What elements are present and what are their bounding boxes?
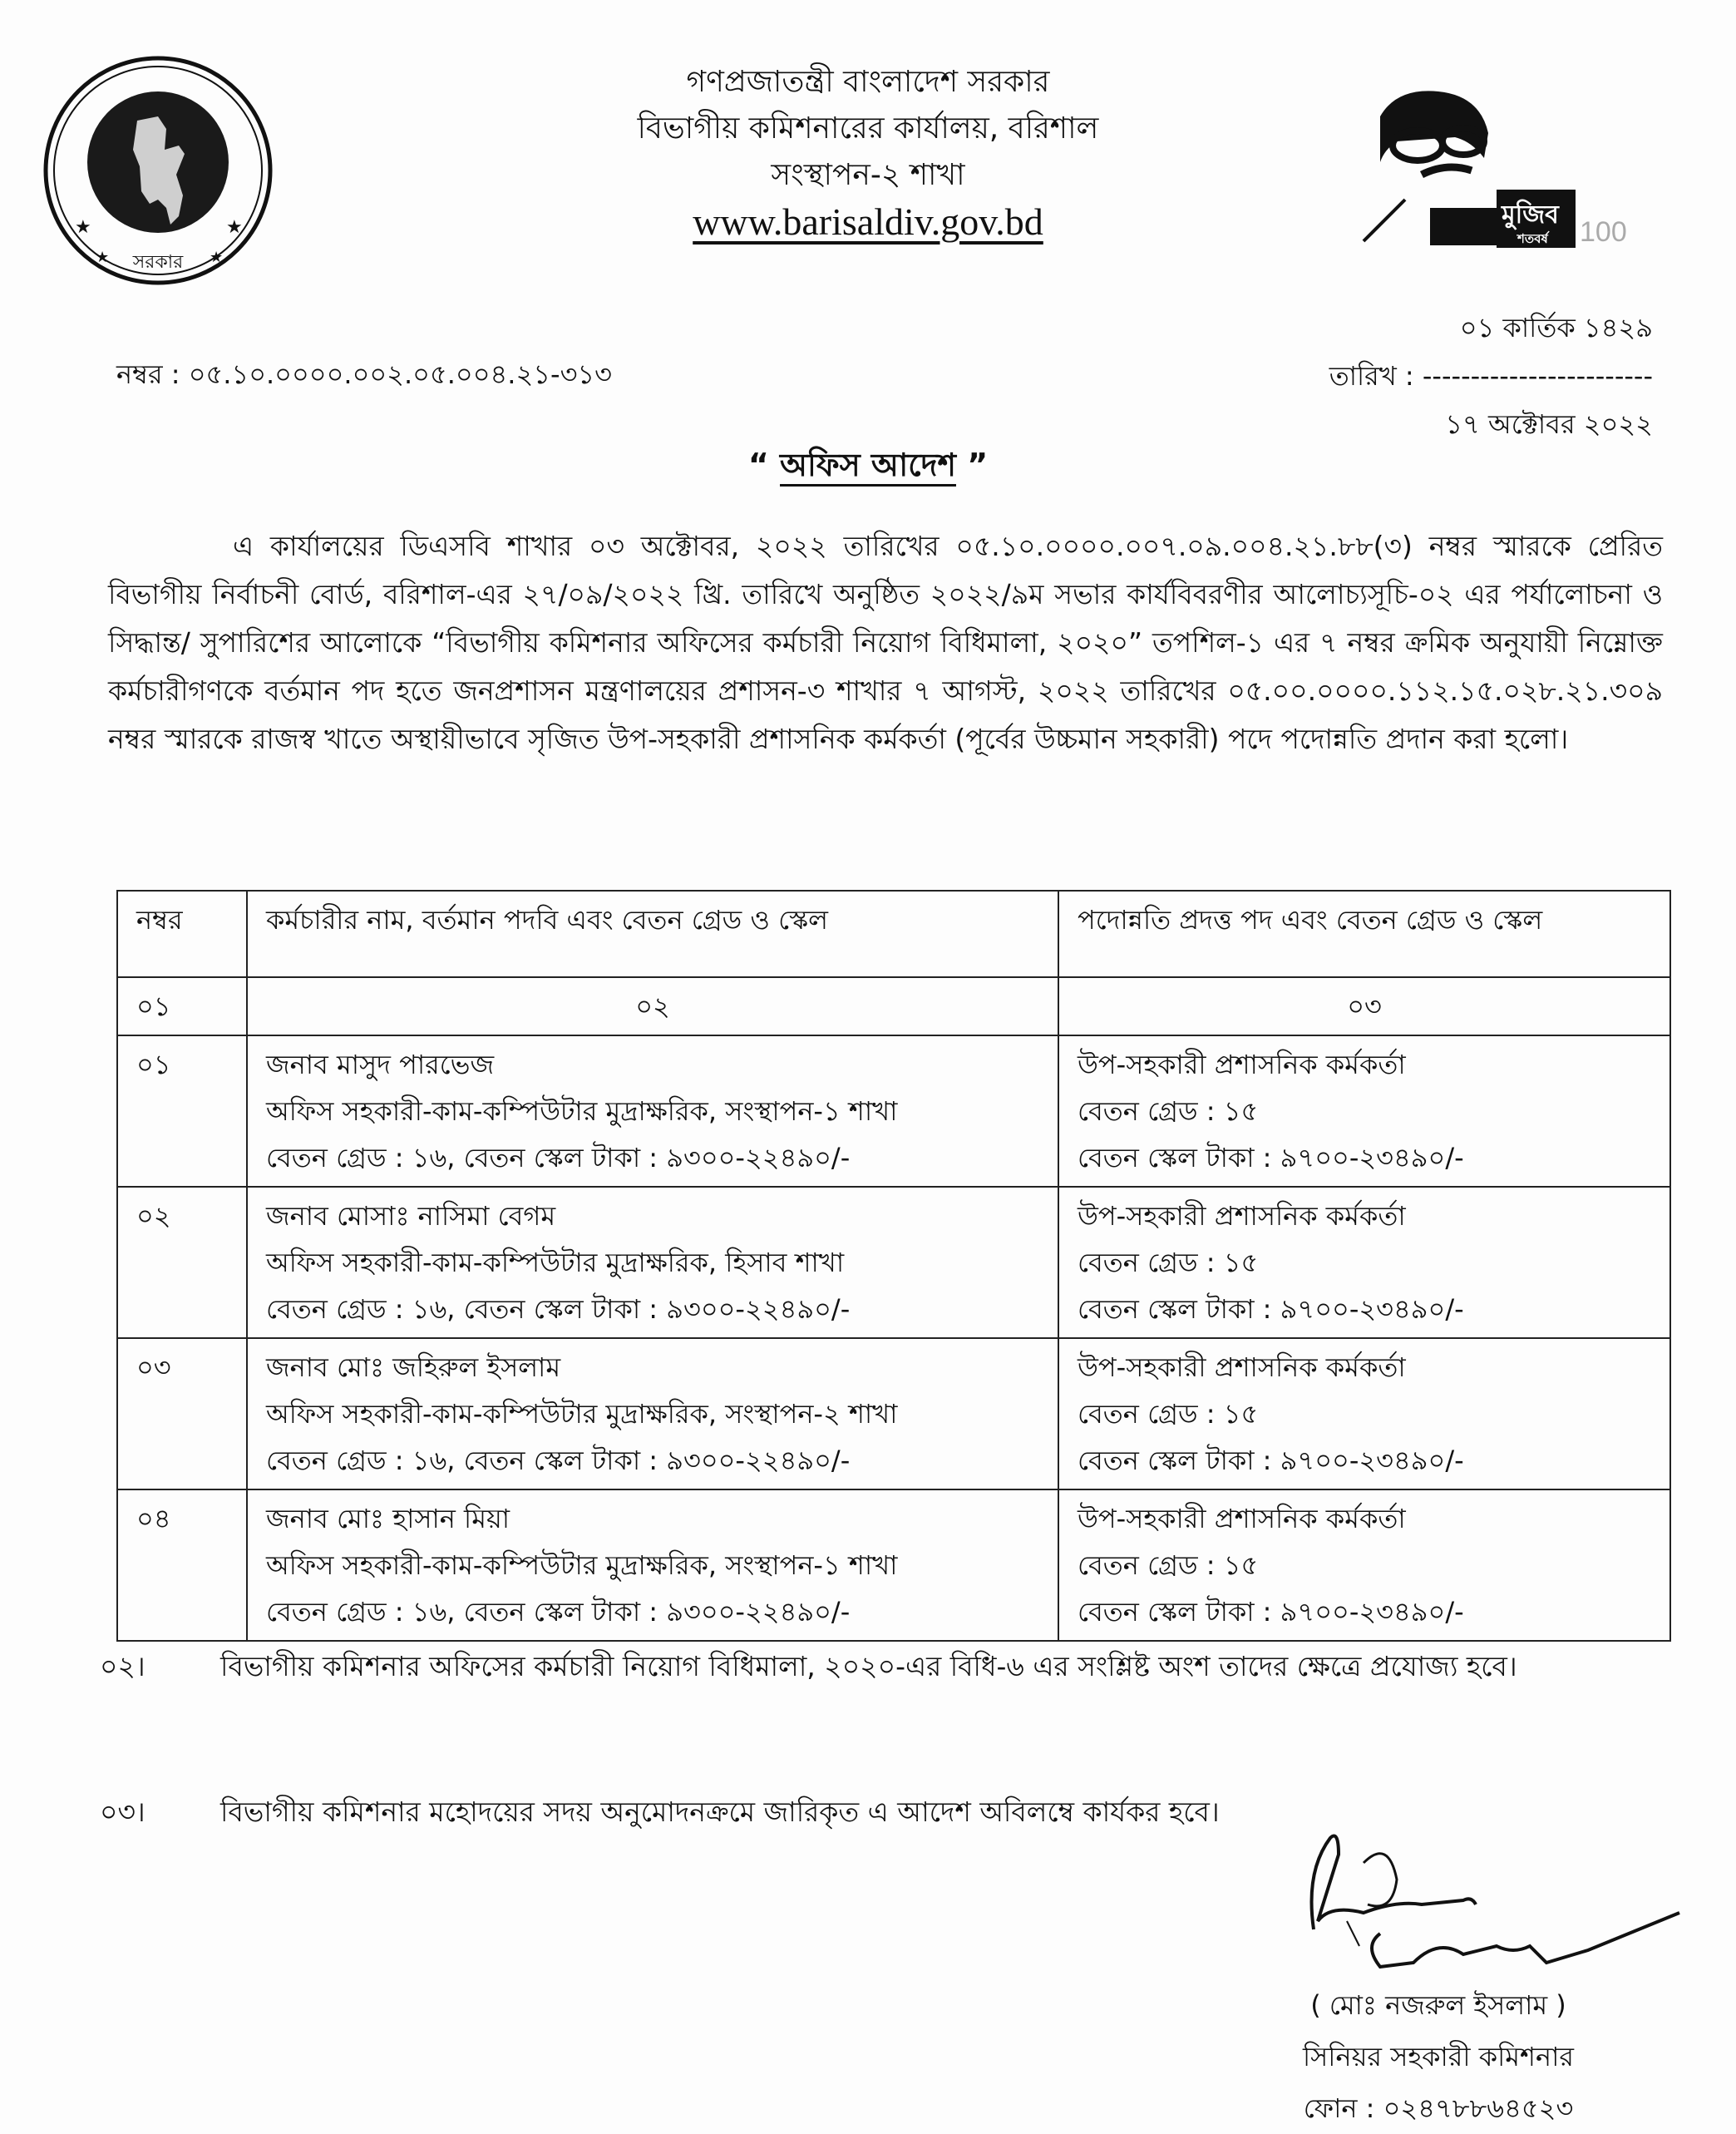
new-post: উপ-সহকারী প্রশাসনিক কর্মকর্তা: [1078, 1200, 1406, 1232]
new-grade: বেতন গ্রেড : ১৫: [1078, 1095, 1259, 1127]
new-grade: বেতন গ্রেড : ১৫: [1078, 1398, 1259, 1430]
body-paragraph: এ কার্যালয়ের ডিএসবি শাখার ০৩ অক্টোবর, ২০২২ তারিখের ০৫.১০.০০০০.০০৭.০৯.০০৪.২১.৮৮(৩) নম্বর স্মারকে প্রেরিত বিভাগীয় নির্বাচনী বোর্ড, বরিশাল-এর ২৭/০৯/২০২২ খ্রি. তারিখে অনুষ্ঠিত ২০২২/৯ম সভার কার্যবিবরণীর আলোচ্যসূচি-০২ এর পর্যালোচনা ও সিদ্ধান্ত/ সুপারিশের আলোকে “বিভাগীয় কমিশনার অফিসের কর্মচারী নিয়োগ বিধিমালা, ২০২০” তপশিল-১ এর ৭ নম্বর ক্রমিক অনুযায়ী নিম্নোক্ত কর্মচারীগণকে বর্তমান পদ হতে জনপ্রশাসন মন্ত্রণালয়ের প্রশাসন-৩ শাখার ৭ আগস্ট, ২০২২ তারিখের ০৫.০০.০০০০.১১২.১৫.০২৮.২১.৩০৯ নম্বর স্মারকে রাজস্ব খাতে অস্থায়ীভাবে সৃজিত উপ-সহকারী প্রশাসনিক কর্মকর্তা (পূর্বের উচ্চমান সহকারী) পদে পদোন্নতি প্রদান করা হলো।: [108, 530, 1663, 755]
row-serial: ০২: [117, 1187, 247, 1338]
new-post: উপ-সহকারী প্রশাসনিক কর্মকর্তা: [1078, 1351, 1406, 1383]
table-row: [117, 1338, 1670, 1489]
mujib-portrait-icon: [1347, 83, 1646, 266]
table-row: [117, 1035, 1670, 1187]
row-current: [247, 1035, 1058, 1187]
date-label-row: তারিখ : ------------------------: [1329, 360, 1653, 392]
logo-text-mujib: মুজিব: [1502, 200, 1559, 230]
phone-number: ০২৪৭৮৮৬৪৫২৩: [1383, 2092, 1574, 2124]
svg-text:★: ★: [210, 249, 224, 266]
table-row: [117, 1187, 1670, 1338]
date-label: তারিখ: [1329, 360, 1397, 392]
clause-text: বিভাগীয় কমিশনার মহোদয়ের সদয় অনুমোদনক্রমে জারিকৃত এ আদেশ অবিলম্বে কার্যকর হবে।: [220, 1796, 1220, 1828]
signatory-designation: সিনিয়র সহকারী কমিশনার: [1303, 2041, 1574, 2072]
new-scale: বেতন স্কেল টাকা : ৯৭০০-২৩৪৯০/-: [1078, 1293, 1464, 1325]
row-serial: ০১: [117, 1035, 247, 1187]
new-post: উপ-সহকারী প্রশাসনিক কর্মকর্তা: [1078, 1503, 1406, 1534]
row-promoted: [1058, 1338, 1670, 1489]
document-title: “ অফিস আদেশ ”: [747, 447, 989, 483]
svg-text:★: ★: [226, 217, 243, 238]
clause-number: ০২।: [100, 1650, 145, 1682]
employee-name: জনাব মোঃ জহিরুল ইসলাম: [266, 1351, 561, 1383]
row-promoted: [1058, 1489, 1670, 1641]
row-promoted: [1058, 1035, 1670, 1187]
employee-name: জনাব মাসুদ পারভেজ: [266, 1049, 495, 1080]
row-serial: ০৩: [117, 1338, 247, 1489]
promotion-table: [116, 890, 1671, 1642]
website-link[interactable]: www.barisaldiv.gov.bd: [693, 200, 1043, 243]
memo-number: নম্বর : ০৫.১০.০০০০.০০২.০৫.০০৪.২১-৩১৩: [116, 358, 612, 390]
date-block: [1329, 304, 1653, 448]
phone-label: ফোন: [1303, 2092, 1358, 2124]
clause-number: ০৩।: [100, 1796, 145, 1828]
current-post: অফিস সহকারী-কাম-কম্পিউটার মুদ্রাক্ষরিক, সংস্থাপন-১ শাখা: [266, 1549, 898, 1581]
row-promoted: [1058, 1187, 1670, 1338]
mujib-borsho-logo: [1347, 83, 1646, 266]
current-pay: বেতন গ্রেড : ১৬, বেতন স্কেল টাকা : ৯৩০০-২২৪৯০/-: [266, 1596, 851, 1628]
title-text: অফিস আদেশ: [780, 447, 956, 483]
row-serial: ০৪: [117, 1489, 247, 1641]
row-current: [247, 1489, 1058, 1641]
memo-value: ০৫.১০.০০০০.০০২.০৫.০০৪.২১-৩১৩: [188, 358, 612, 390]
new-scale: বেতন স্কেল টাকা : ৯৭০০-২৩৪৯০/-: [1078, 1596, 1464, 1628]
current-pay: বেতন গ্রেড : ১৬, বেতন স্কেল টাকা : ৯৩০০-২২৪৯০/-: [266, 1445, 851, 1476]
signatory-phone: ফোন : ০২৪৭৮৮৬৪৫২৩: [1303, 2092, 1574, 2124]
colnum-2: ০২: [247, 977, 1058, 1035]
signatory-name: ( মোঃ নজরুল ইসলাম ): [1310, 1989, 1566, 2021]
letterhead-office: বিভাগীয় কমিশনারের কার্যালয়, বরিশাল: [637, 111, 1099, 146]
current-post: অফিস সহকারী-কাম-কম্পিউটার মুদ্রাক্ষরিক, সংস্থাপন-১ শাখা: [266, 1095, 898, 1127]
table-header-row: [117, 891, 1670, 977]
svg-text:★: ★: [75, 217, 91, 238]
seal-bottom-text: সরকার: [132, 252, 184, 273]
date-dashes: ------------------------: [1422, 360, 1653, 392]
date-english: ১৭ অক্টোবর ২০২২: [1445, 408, 1653, 440]
column-number-row: [117, 977, 1670, 1035]
current-post: অফিস সহকারী-কাম-কম্পিউটার মুদ্রাক্ষরিক, হিসাব শাখা: [266, 1247, 845, 1278]
colnum-1: ০১: [117, 977, 247, 1035]
letterhead-branch: সংস্থাপন-২ শাখা: [771, 158, 965, 192]
row-current: [247, 1338, 1058, 1489]
header-serial: নম্বর: [117, 891, 247, 977]
table-row: [117, 1489, 1670, 1641]
colnum-3: ০৩: [1058, 977, 1670, 1035]
letterhead-government: গণপ্রজাতন্ত্রী বাংলাদেশ সরকার: [686, 65, 1050, 99]
date-bangla: ০১ কার্তিক ১৪২৯: [1459, 312, 1653, 343]
row-current: [247, 1187, 1058, 1338]
clause-text: বিভাগীয় কমিশনার অফিসের কর্মচারী নিয়োগ বিধিমালা, ২০২০-এর বিধি-৬ এর সংশ্লিষ্ট অংশ তাদের ক্ষেত্রে প্রযোজ্য হবে।: [220, 1650, 1517, 1682]
logo-text-100: 100: [1580, 216, 1627, 248]
clause-02: [100, 1642, 1679, 1691]
new-grade: বেতন গ্রেড : ১৫: [1078, 1247, 1259, 1278]
current-pay: বেতন গ্রেড : ১৬, বেতন স্কেল টাকা : ৯৩০০-২২৪৯০/-: [266, 1293, 851, 1325]
new-grade: বেতন গ্রেড : ১৫: [1078, 1549, 1259, 1581]
employee-name: জনাব মোঃ হাসান মিয়া: [266, 1503, 510, 1534]
new-scale: বেতন স্কেল টাকা : ৯৭০০-২৩৪৯০/-: [1078, 1142, 1464, 1173]
current-pay: বেতন গ্রেড : ১৬, বেতন স্কেল টাকা : ৯৩০০-২২৪৯০/-: [266, 1142, 851, 1173]
employee-name: জনাব মোসাঃ নাসিমা বেগম: [266, 1200, 556, 1232]
new-scale: বেতন স্কেল টাকা : ৯৭০০-২৩৪৯০/-: [1078, 1445, 1464, 1476]
new-post: উপ-সহকারী প্রশাসনিক কর্মকর্তা: [1078, 1049, 1406, 1080]
header-current: কর্মচারীর নাম, বর্তমান পদবি এবং বেতন গ্রেড ও স্কেল: [247, 891, 1058, 977]
current-post: অফিস সহকারী-কাম-কম্পিউটার মুদ্রাক্ষরিক, সংস্থাপন-২ শাখা: [266, 1398, 898, 1430]
logo-text-shotoborsho: শতবর্ষ: [1517, 231, 1548, 246]
memo-label: নম্বর: [116, 358, 163, 390]
svg-text:★: ★: [96, 249, 110, 266]
header-promoted: পদোন্নতি প্রদত্ত পদ এবং বেতন গ্রেড ও স্কেল: [1058, 891, 1670, 977]
